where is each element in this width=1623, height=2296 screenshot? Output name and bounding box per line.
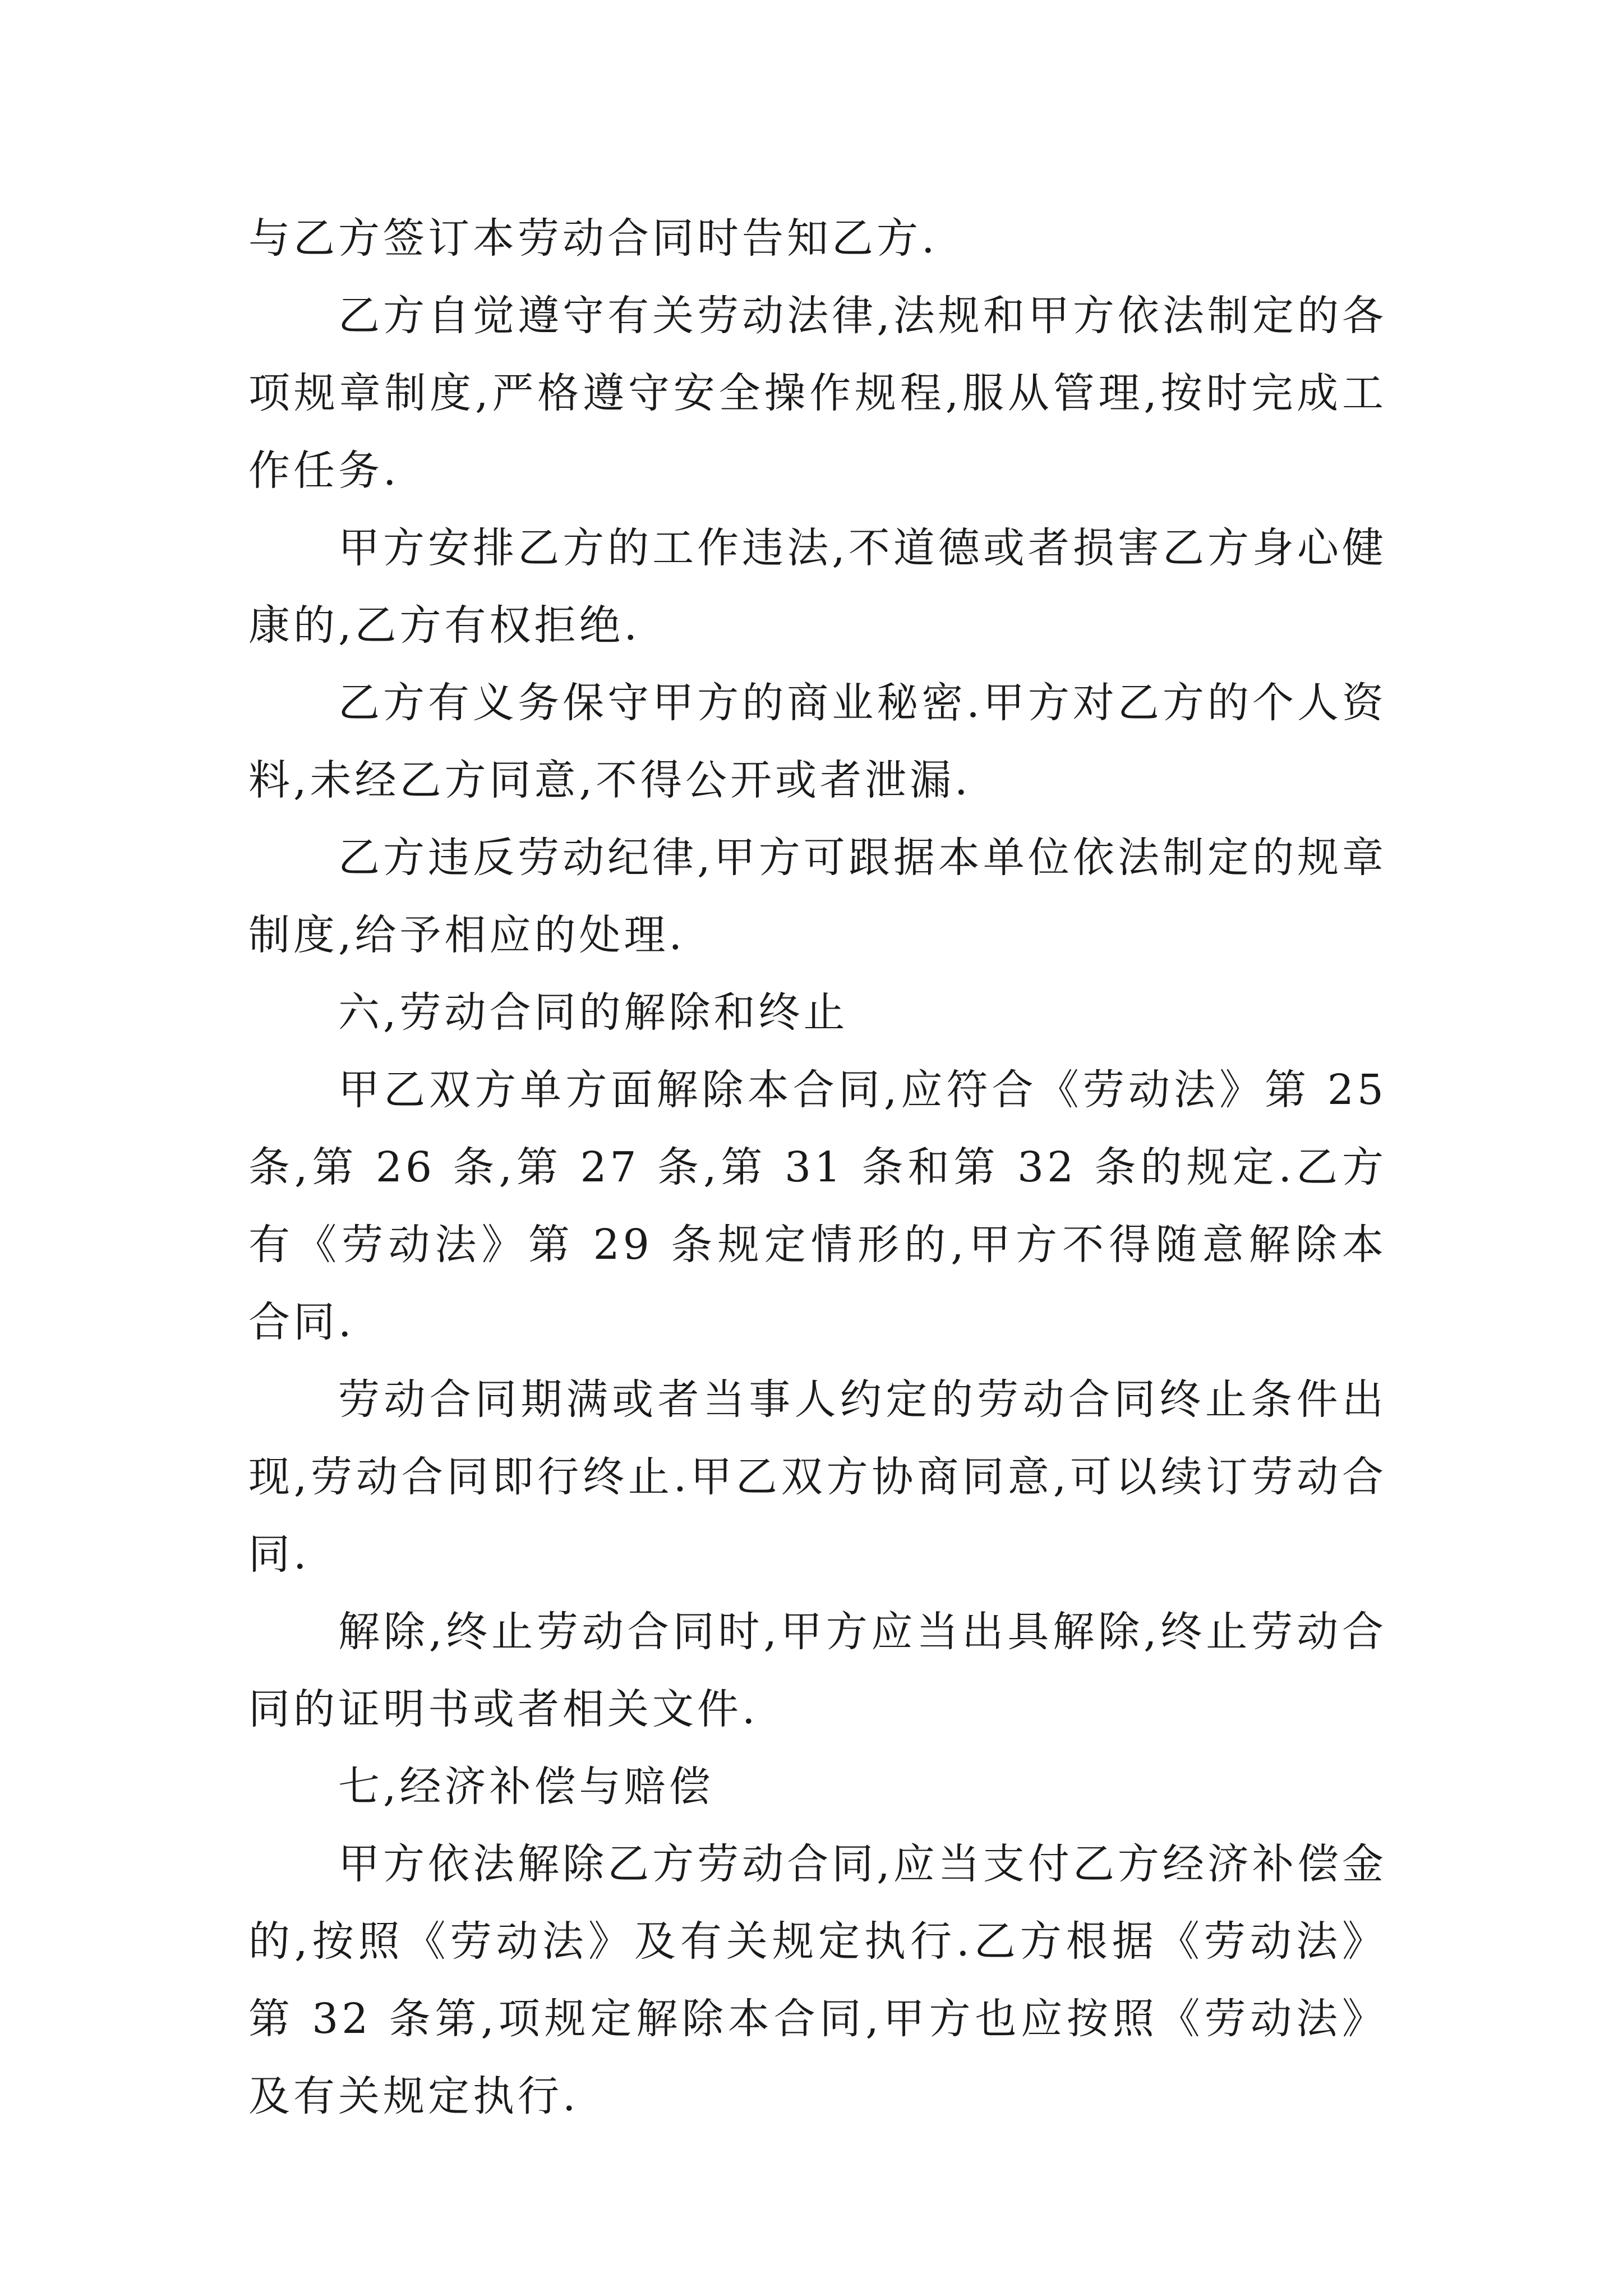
paragraph-contract-expiry: 劳动合同期满或者当事人约定的劳动合同终止条件出现,劳动合同即行终止.甲乙双方协商同意,可以续订劳动合同.	[248, 1375, 1387, 1579]
section-heading-compensation: 七,经济补偿与赔偿	[338, 1763, 714, 1811]
paragraph-discipline: 乙方违反劳动纪律,甲方可跟据本单位依法制定的规章制度,给予相应的处理.	[248, 834, 1387, 959]
paragraph-employee-obligations: 乙方自觉遵守有关劳动法律,法规和甲方依法制定的各项规章制度,严格遵守安全操作规程,服从管理,按时完成工作任务.	[248, 292, 1387, 495]
section-heading-termination: 六,劳动合同的解除和终止	[338, 988, 849, 1037]
paragraph-unilateral-termination: 甲乙双方单方面解除本合同,应符合《劳动法》第 25 条,第 26 条,第 27 条,第 31 条和第 32 条的规定.乙方有《劳动法》第 29 条规定情形的,甲方不得随意解除本合同.	[248, 1066, 1387, 1346]
document-body	[248, 200, 1387, 2135]
paragraph-compensation: 甲方依法解除乙方劳动合同,应当支付乙方经济补偿金的,按照《劳动法》及有关规定执行.乙方根据《劳动法》第 32 条第,项规定解除本合同,甲方也应按照《劳动法》及有关规定执行.	[248, 1840, 1387, 2120]
paragraph-termination-certificate: 解除,终止劳动合同时,甲方应当出具解除,终止劳动合同的证明书或者相关文件.	[248, 1608, 1387, 1733]
paragraph-continuation: 与乙方签订本劳动合同时告知乙方.	[248, 214, 938, 263]
paragraph-confidentiality: 乙方有义务保守甲方的商业秘密.甲方对乙方的个人资料,未经乙方同意,不得公开或者泄漏.	[248, 679, 1387, 804]
paragraph-right-to-refuse: 甲方安排乙方的工作违法,不道德或者损害乙方身心健康的,乙方有权拒绝.	[248, 524, 1387, 650]
